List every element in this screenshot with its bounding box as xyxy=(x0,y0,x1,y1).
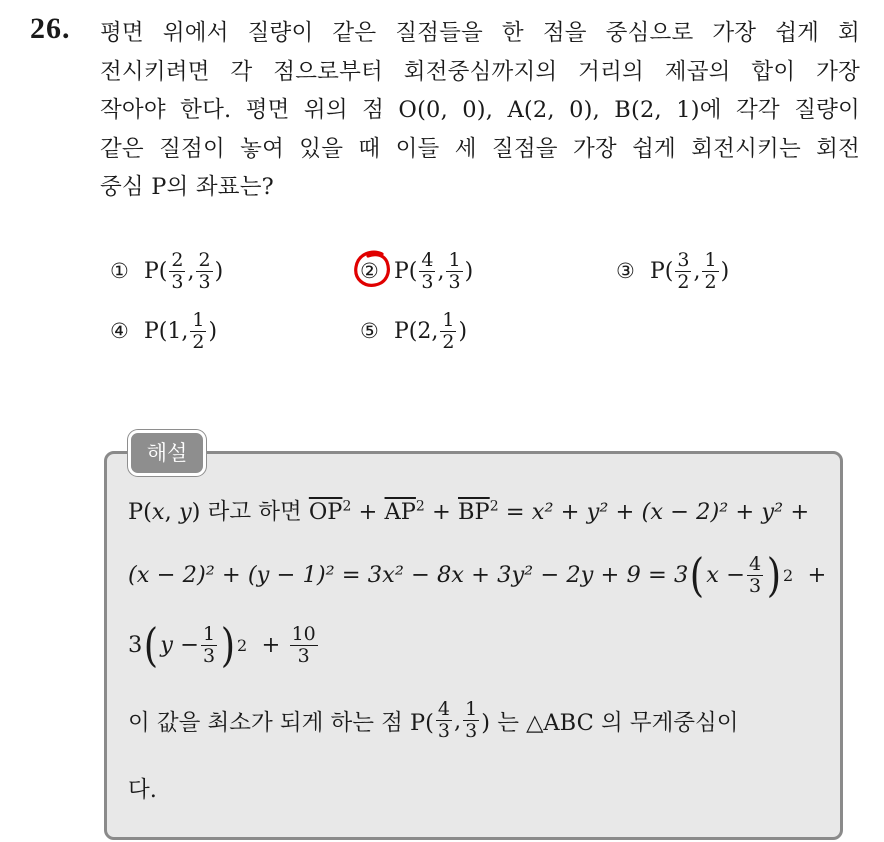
numerator: 10 xyxy=(291,622,316,645)
numerator: 1 xyxy=(192,308,205,331)
numerator: 3 xyxy=(677,248,690,271)
comma: , xyxy=(164,499,172,525)
choice-2[interactable]: ② P( $\frac{4}{3}$ , $\frac{1}{3}$ ) xyxy=(360,248,474,293)
choice-number: ④ xyxy=(110,319,129,343)
solution-line-5: 다. xyxy=(128,777,157,803)
choice-suffix: ) xyxy=(464,258,474,284)
paren-open: ( xyxy=(144,618,159,672)
exponent: 2 xyxy=(489,498,499,515)
question-line: 전시키려면 각 점으로부터 회전중심까지의 거리의 제곱의 합이 가장 xyxy=(100,58,860,85)
choice-suffix: ) xyxy=(214,258,224,284)
question-text xyxy=(100,14,860,207)
choice-4[interactable] xyxy=(110,296,217,366)
denominator: 3 xyxy=(465,720,478,742)
choice-prefix: P(2, xyxy=(394,318,439,344)
answer-mark-circle xyxy=(352,248,394,290)
plus: + xyxy=(261,632,281,658)
fraction xyxy=(201,622,217,667)
equation: (x − 2)² + (y − 1)² = 3x² − 8x + 3y² − 2y + 9 = 3 xyxy=(128,562,689,588)
fraction xyxy=(463,700,479,741)
var-y: y xyxy=(178,499,192,525)
denominator: 3 xyxy=(437,720,451,742)
solution-label: 해설 xyxy=(128,430,206,476)
fraction xyxy=(436,700,452,741)
fraction xyxy=(446,248,462,293)
plus: + xyxy=(807,562,827,588)
text: P( xyxy=(128,499,152,525)
numerator: 1 xyxy=(442,308,455,331)
denominator: 2 xyxy=(442,330,455,353)
paren-close: ) xyxy=(220,618,236,672)
choice-suffix: ) xyxy=(208,318,218,344)
denominator: 3 xyxy=(297,644,310,667)
numerator: 2 xyxy=(198,248,211,271)
choice-suffix: ) xyxy=(458,318,468,344)
segment-ap: $\overline{AP}$ xyxy=(384,499,416,525)
fraction xyxy=(675,248,691,293)
choice-3[interactable]: ③ P( $\frac{3}{2}$ , $\frac{1}{2}$ ) xyxy=(616,248,730,293)
numerator: 2 xyxy=(171,248,184,271)
fraction xyxy=(290,622,318,667)
numerator: 4 xyxy=(748,552,762,575)
choice-prefix: P( xyxy=(650,258,674,284)
numerator: 4 xyxy=(437,698,451,720)
denominator: 2 xyxy=(192,330,205,353)
paren-open: ( xyxy=(690,548,705,602)
denominator: 3 xyxy=(171,270,184,293)
choice-prefix: P( xyxy=(144,258,168,284)
exponent: 2 xyxy=(237,635,248,655)
numerator: 4 xyxy=(421,248,434,271)
equation-rhs: = x² + y² + (x − 2)² + y² + xyxy=(505,499,810,525)
choice-number: ① xyxy=(110,259,129,283)
choice-prefix: P(1, xyxy=(144,318,189,344)
text: ) 는 △ABC 의 무게중심이 xyxy=(481,709,739,736)
exponent: 2 xyxy=(342,498,352,515)
equation: y − xyxy=(160,632,199,658)
numerator: 1 xyxy=(465,698,478,720)
denominator: 3 xyxy=(448,270,461,293)
denominator: 3 xyxy=(203,644,216,667)
equation: x − xyxy=(706,562,745,588)
coefficient: 3 xyxy=(128,632,143,658)
question-number: 26. xyxy=(30,12,71,45)
segment-op: $\overline{OP}$ xyxy=(308,499,343,525)
denominator: 2 xyxy=(677,270,690,293)
denominator: 3 xyxy=(198,270,211,293)
fraction xyxy=(190,308,206,353)
choice-number: ② xyxy=(360,259,379,283)
numerator: 1 xyxy=(203,622,216,645)
question-line: 중심 P의 좌표는? xyxy=(100,174,274,201)
numerator: 1 xyxy=(704,248,717,271)
solution-line-2 xyxy=(128,548,827,602)
solution-line-4: 이 값을 최소가 되게 하는 점 P( $\frac{4}{3}$ , $\frac{1}{3}$ ) 는 △ABC 의 무게중심이 xyxy=(128,698,739,742)
paren-close: ) xyxy=(766,548,782,602)
fraction xyxy=(440,308,456,353)
fraction xyxy=(747,552,763,597)
choice-number: ③ xyxy=(616,259,635,283)
choice-suffix: ) xyxy=(720,258,730,284)
numerator: 1 xyxy=(448,248,461,271)
question-line: 평면 위에서 질량이 같은 질점들을 한 점을 중심으로 가장 쉽게 회 xyxy=(100,20,860,46)
question-line: 같은 질점이 놓여 있을 때 이들 세 질점을 가장 쉽게 회전시키는 회전 xyxy=(100,135,860,162)
solution-line-3 xyxy=(128,618,320,672)
solution-line-1: P(x, y) 라고 하면 $\overline{OP}^2 + \overline{AP}^2 + \overline{BP}^2 = x^2 + y^2 + (x - 2)^2 + y^2$ + xyxy=(128,498,810,525)
exponent: 2 xyxy=(415,498,425,515)
segment-bp: $\overline{BP}$ xyxy=(458,499,490,525)
text: ) 라고 하면 xyxy=(191,499,302,525)
choice-prefix: P( xyxy=(394,258,418,284)
choice-number: ⑤ xyxy=(360,319,379,343)
denominator: 3 xyxy=(748,574,762,597)
question-line: 작아야 한다. 평면 위의 점 O(0, 0), A(2, 0), B(2, 1)에 각각 질량이 xyxy=(100,97,860,124)
exponent: 2 xyxy=(783,565,794,585)
choice-1[interactable]: ① P( $\frac{2}{3}$ , $\frac{2}{3}$ ) xyxy=(110,248,224,293)
denominator: 2 xyxy=(704,270,717,293)
denominator: 3 xyxy=(421,270,434,293)
var-x: x xyxy=(151,499,165,525)
fraction xyxy=(702,248,718,293)
text: 이 값을 최소가 되게 하는 점 P( xyxy=(128,709,434,736)
fraction xyxy=(196,248,212,293)
fraction xyxy=(169,248,185,293)
choice-5[interactable] xyxy=(360,296,467,366)
fraction xyxy=(419,248,435,293)
